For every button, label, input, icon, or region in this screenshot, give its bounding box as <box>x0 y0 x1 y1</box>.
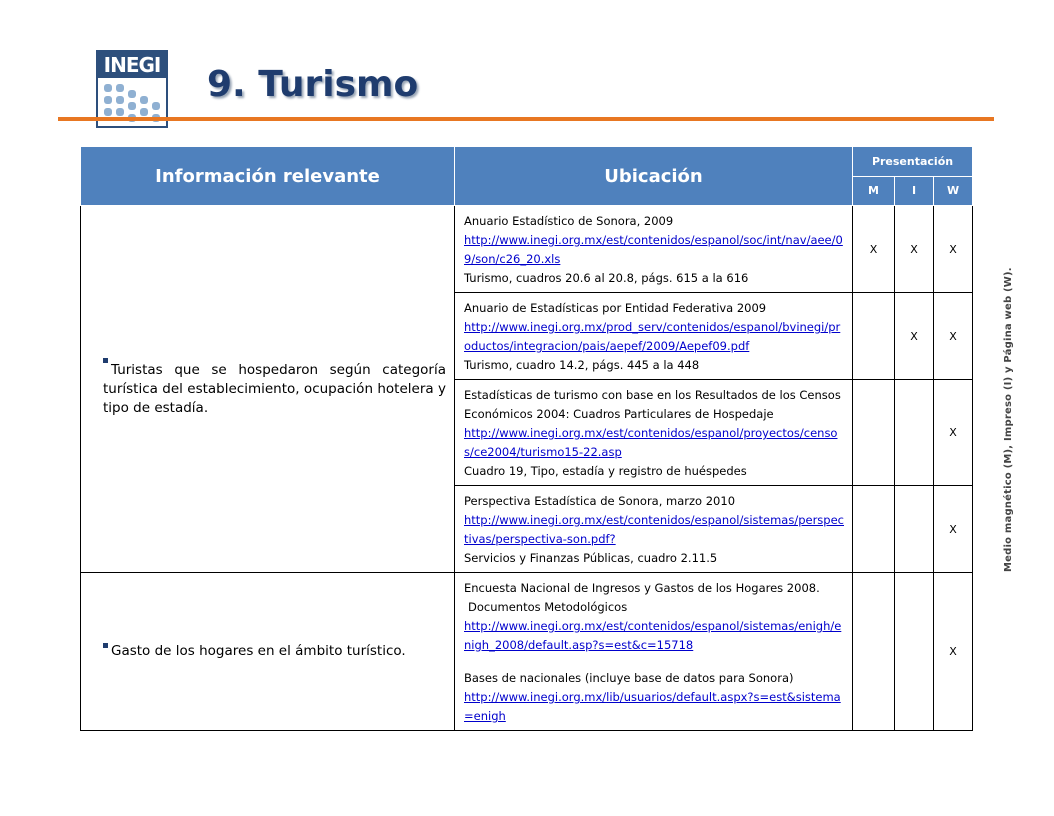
location-cell <box>455 380 853 486</box>
source-title: Anuario Estadístico de Sonora, 2009 <box>464 214 674 228</box>
location-cell <box>455 206 853 293</box>
source-title-2: Bases de nacionales (incluye base de datos para Sonora) <box>464 671 794 685</box>
source-detail: Cuadro 19, Tipo, estadía y registro de huéspedes <box>464 464 747 478</box>
logo-wordmark: INEGI <box>98 52 166 78</box>
location-cell <box>455 293 853 380</box>
source-detail: Turismo, cuadro 14.2, págs. 445 a la 448 <box>464 358 700 372</box>
table-row <box>81 573 973 731</box>
source-title: Encuesta Nacional de Ingresos y Gastos de los Hogares 2008. <box>464 581 820 595</box>
mark-w: X <box>934 486 973 573</box>
info-cell <box>81 206 455 573</box>
mark-w: X <box>934 293 973 380</box>
mark-w: X <box>934 380 973 486</box>
mark-m <box>853 380 895 486</box>
source-link[interactable]: http://www.inegi.org.mx/est/contenidos/espanol/sistemas/enigh/enigh_2008/default.asp?s=est&c=15718 <box>464 619 842 652</box>
source-link-2[interactable]: http://www.inegi.org.mx/lib/usuarios/default.aspx?s=est&sistema=enigh <box>464 690 841 723</box>
source-title: Estadísticas de turismo con base en los Resultados de los Censos Económicos 2004: Cuadros Particulares de Hospedaje <box>464 388 841 421</box>
header-i: I <box>895 176 934 206</box>
source-title: Perspectiva Estadística de Sonora, marzo 2010 <box>464 494 736 508</box>
mark-m <box>853 486 895 573</box>
header-w: W <box>934 176 973 206</box>
source-detail: Servicios y Finanzas Públicas, cuadro 2.11.5 <box>464 551 718 565</box>
mark-i <box>895 380 934 486</box>
sources-table <box>80 146 973 731</box>
source-link[interactable]: http://www.inegi.org.mx/est/contenidos/espanol/sistemas/perspectivas/perspectiva-son.pdf? <box>464 513 844 546</box>
header-presentation: Presentación <box>853 147 973 177</box>
bullet-icon <box>103 358 108 363</box>
source-subtitle: Documentos Metodológicos <box>468 600 628 614</box>
mark-i: X <box>895 293 934 380</box>
table-row <box>81 206 973 293</box>
mark-i <box>895 573 934 731</box>
mark-m <box>853 573 895 731</box>
source-detail: Turismo, cuadros 20.6 al 20.8, págs. 615 a la 616 <box>464 271 749 285</box>
location-cell <box>455 486 853 573</box>
source-link[interactable]: http://www.inegi.org.mx/prod_serv/contenidos/espanol/bvinegi/productos/integracion/pais/aepef/2009/Aepef09.pdf <box>464 320 841 353</box>
bullet-icon <box>103 643 108 648</box>
mark-m: X <box>853 206 895 293</box>
source-link[interactable]: http://www.inegi.org.mx/est/contenidos/espanol/proyectos/censos/ce2004/turismo15-22.asp <box>464 426 838 459</box>
header-info: Información relevante <box>81 147 455 206</box>
page-title: 9. Turismo <box>207 64 419 105</box>
header-location: Ubicación <box>455 147 853 206</box>
header-m: M <box>853 176 895 206</box>
mark-m <box>853 293 895 380</box>
mark-i <box>895 486 934 573</box>
source-title: Anuario de Estadísticas por Entidad Federativa 2009 <box>464 301 767 315</box>
presentation-legend: Medio magnético (M), Impreso (I) y Página web (W). <box>1003 267 1014 572</box>
header-rule <box>58 117 994 121</box>
info-text: Gasto de los hogares en el ámbito turístico. <box>111 643 406 659</box>
mark-w: X <box>934 573 973 731</box>
mark-w: X <box>934 206 973 293</box>
mark-i: X <box>895 206 934 293</box>
info-text: Turistas que se hospedaron según categoría turística del establecimiento, ocupación hotelera y tipo de estadía. <box>103 361 446 416</box>
info-cell <box>81 573 455 731</box>
source-link[interactable]: http://www.inegi.org.mx/est/contenidos/espanol/soc/int/nav/aee/09/son/c26_20.xls <box>464 233 843 266</box>
location-cell <box>455 573 853 731</box>
